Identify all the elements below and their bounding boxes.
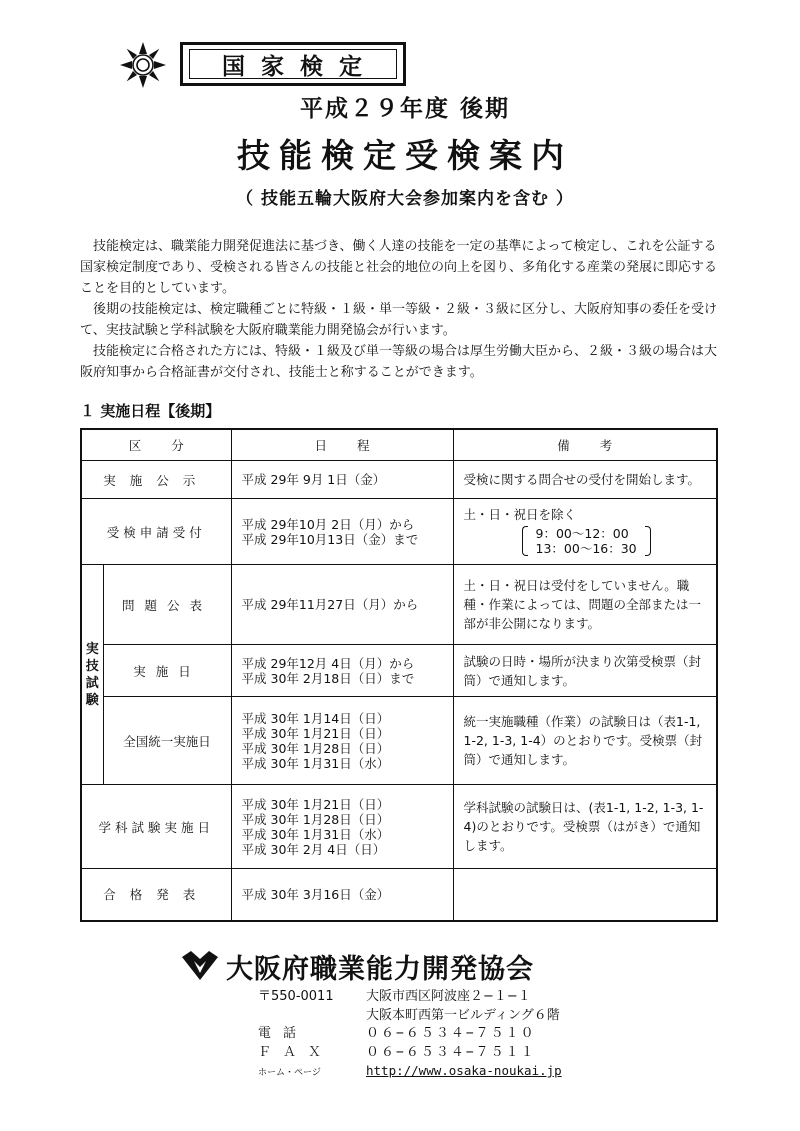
fax-number: ０６−６５３４−７５１１	[366, 1044, 536, 1060]
table-row	[81, 461, 717, 499]
date-line: 平成 30年 2月18日（日）まで	[241, 670, 415, 686]
emblem-icon	[118, 40, 168, 90]
row-dates	[231, 461, 453, 499]
header-schedule: 日程	[231, 429, 453, 461]
website-link[interactable]: http://www.osaka-noukai.jp	[366, 1063, 562, 1078]
date-line: 平成 30年 3月16日（金）	[241, 886, 390, 902]
row-dates	[231, 785, 453, 869]
intro-paragraph: 後期の技能検定は、検定職種ごとに特級・１級・単一等級・２級・３級に区分し、大阪府知事の委任を受けて、実技試験と学科試験を大阪府職業能力開発協会が行います。	[80, 302, 718, 338]
hours-line: 13：00〜16：30	[535, 541, 637, 556]
date-line: 平成 30年 1月31日（水）	[241, 826, 390, 842]
organization-name: 大阪府職業能力開発協会	[226, 954, 534, 985]
row-category: 合格発表	[81, 869, 231, 921]
exam-period: 平成２９年度 後期	[299, 96, 510, 122]
table-row	[81, 869, 717, 921]
fax-label: ＦＡＸ	[258, 1044, 334, 1060]
section-heading: １ 実施日程【後期】	[80, 402, 221, 420]
date-line: 平成 30年 1月28日（日）	[241, 811, 390, 827]
date-line: 平成 30年 1月31日（水）	[241, 755, 390, 771]
header-category: 区分	[81, 429, 231, 461]
row-category: 問題公表	[103, 565, 231, 645]
row-dates	[231, 565, 453, 645]
row-dates	[231, 499, 453, 565]
intro-paragraph: 技能検定は、職業能力開発促進法に基づき、働く人達の技能を一定の基準によって検定し、これを公証する国家検定制度であり、受検される皆さんの技能と社会的地位の向上を図り、多角化する産業の発展に即応することを目的としています。	[80, 239, 718, 296]
page-subtitle: （ 技能五輪大阪府大会参加案内を含む ）	[236, 189, 574, 209]
row-category: 受検申請受付	[81, 499, 231, 565]
address-line: 大阪市西区阿波座２−１−１	[366, 989, 531, 1004]
header-remarks: 備考	[453, 429, 717, 461]
date-line: 平成 29年11月27日（月）から	[241, 597, 419, 612]
website-label: ホーム・ページ	[258, 1068, 321, 1078]
row-category: 学科試験実施日	[81, 785, 231, 869]
table-row	[81, 785, 717, 869]
row-category: 全国統一実施日	[103, 697, 231, 785]
row-note: 試験の日時・場所が決まり次第受検票（封筒）で通知します。	[453, 645, 717, 697]
label-char: 実	[85, 641, 99, 657]
row-dates	[231, 869, 453, 921]
date-line: 平成 30年 1月21日（日）	[241, 725, 390, 741]
badge-label: 国家検定	[189, 49, 397, 79]
date-line: 平成 29年10月13日（金）まで	[241, 531, 419, 547]
label-char: 験	[85, 692, 99, 708]
date-line: 平成 29年 9月 1日（金）	[241, 472, 386, 487]
row-dates	[231, 645, 453, 697]
association-logo-icon	[180, 951, 220, 981]
address-row	[258, 988, 562, 1007]
note-text: 土・日・祝日を除く	[463, 507, 577, 522]
table-row	[81, 499, 717, 565]
row-note: 受検に関する問合せの受付を開始します。	[453, 461, 717, 499]
row-note: 土・日・祝日は受付をしていません。職種・作業によっては、問題の全部または一部が非公開になります。	[453, 565, 717, 645]
phone-label: 電話	[258, 1026, 309, 1041]
reception-hours	[522, 526, 651, 556]
address-line: 大阪本町西第一ビルディング６階	[366, 1007, 560, 1023]
hours-line: 9：00〜12：00	[535, 526, 629, 541]
fax-row	[258, 1044, 562, 1063]
row-note: 学科試験の試験日は、(表1-1, 1-2, 1-3, 1-4)のとおりです。受検票（はがき）で通知します。	[453, 785, 717, 869]
intro-paragraph: 技能検定に合格された方には、特級・１級及び単一等級の場合は厚生労働大臣から、２級・３級の場合は大阪府知事から合格証書が交付され、技能士と称することができます。	[80, 344, 718, 380]
row-category: 実施日	[103, 645, 231, 697]
page-title: 技能検定受検案内	[237, 136, 573, 175]
table-row	[81, 565, 717, 645]
phone-row	[258, 1025, 562, 1044]
national-exam-badge	[180, 42, 406, 86]
row-note	[453, 869, 717, 921]
label-char: 試	[85, 675, 99, 691]
schedule-table	[80, 428, 718, 922]
contact-block	[258, 988, 562, 1083]
row-note: 統一実施職種（作業）の試験日は（表1-1, 1-2, 1-3, 1-4）のとおりです。受検票（封筒）で通知します。	[453, 697, 717, 785]
date-line: 平成 29年12月 4日（月）から	[241, 655, 415, 671]
phone-number: ０６−６５３４−７５１０	[366, 1026, 536, 1041]
date-line: 平成 30年 1月14日（日）	[241, 710, 390, 726]
date-line: 平成 29年10月 2日（月）から	[241, 516, 415, 532]
postal-code: 〒550-0011	[258, 989, 334, 1004]
table-row	[81, 645, 717, 697]
date-line: 平成 30年 1月28日（日）	[241, 740, 390, 756]
label-char: 技	[85, 658, 99, 674]
practical-exam-label	[81, 565, 103, 785]
row-dates	[231, 697, 453, 785]
table-row	[81, 697, 717, 785]
website-row	[258, 1062, 562, 1083]
intro-text	[80, 236, 720, 383]
date-line: 平成 30年 2月 4日（日）	[241, 841, 386, 857]
row-note	[453, 499, 717, 565]
date-line: 平成 30年 1月21日（日）	[241, 796, 390, 812]
row-category: 実施公示	[81, 461, 231, 499]
table-header-row	[81, 429, 717, 461]
